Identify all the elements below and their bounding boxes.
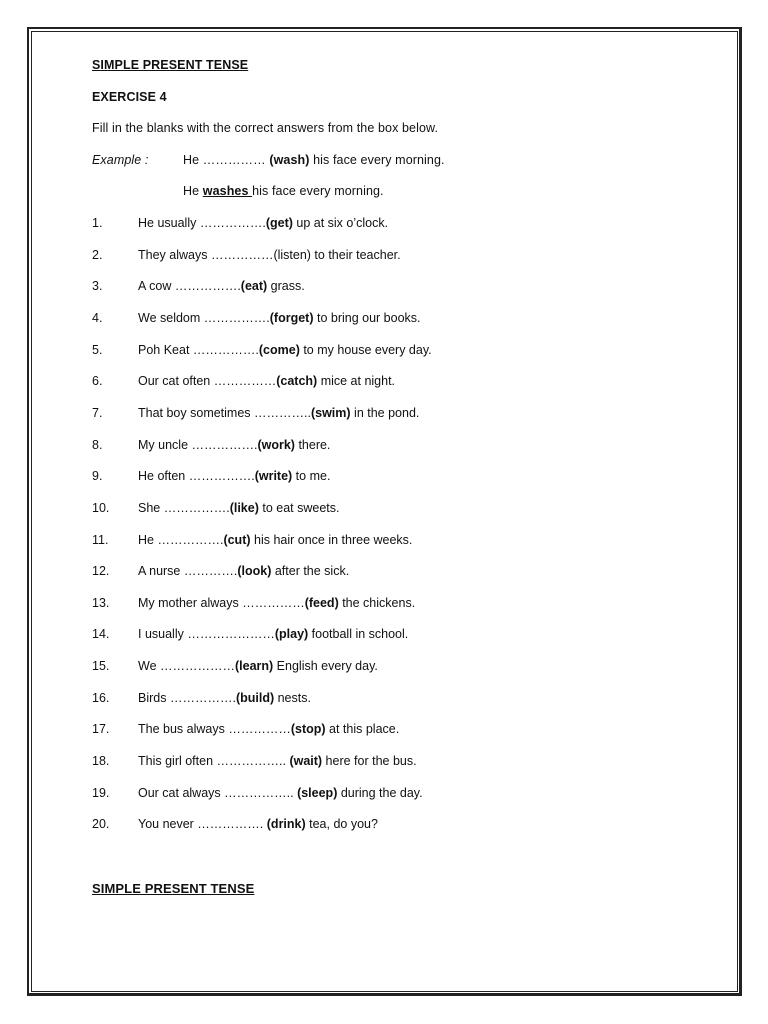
verb-hint: (stop) [290, 722, 326, 736]
sentence-end: football in school. [308, 627, 409, 641]
sentence-end: mice at night. [317, 374, 396, 388]
verb-hint: (catch) [276, 374, 318, 388]
item-number: 18. [92, 754, 110, 768]
sentence-start: A cow ……………. [138, 279, 241, 293]
example-line-2-pre: He [183, 184, 203, 198]
item-number: 16. [92, 691, 110, 705]
sentence-end: at this place. [325, 722, 400, 736]
item-sentence [138, 248, 401, 262]
sentence-end: after the sick. [271, 564, 350, 578]
verb-hint: (learn) [235, 659, 274, 673]
item-sentence [138, 564, 349, 578]
item-sentence [138, 817, 378, 831]
verb-hint: (write) [254, 469, 293, 483]
verb-hint: (build) [235, 691, 275, 705]
item-sentence [138, 596, 415, 610]
item-number: 3. [92, 279, 103, 293]
sentence-end: during the day. [337, 786, 423, 800]
example-line-1-verb: (wash) [269, 153, 310, 167]
verb-hint: (feed) [304, 596, 339, 610]
verb-hint: (wait) [289, 754, 323, 768]
item-sentence [138, 279, 305, 293]
sentence-start: My uncle ……………. [138, 438, 258, 452]
item-sentence [138, 406, 419, 420]
sentence-end: to bring our books. [313, 311, 421, 325]
sentence-end: here for the bus. [322, 754, 417, 768]
sentence-end: to my house every day. [299, 343, 432, 357]
sentence-start: We ……………… [138, 659, 235, 673]
example-line-2-post: his face every morning. [252, 184, 384, 198]
sentence-end: to me. [292, 469, 331, 483]
item-number: 13. [92, 596, 110, 610]
item-number: 6. [92, 374, 103, 388]
verb-hint: (cut) [223, 533, 251, 547]
sentence-end: his hair once in three weeks. [250, 533, 413, 547]
item-sentence [138, 501, 339, 515]
verb-hint: (like) [229, 501, 259, 515]
item-sentence [138, 659, 378, 673]
sentence-start: Poh Keat ……………. [138, 343, 259, 357]
item-sentence [138, 627, 408, 641]
item-number: 5. [92, 343, 103, 357]
sentence-start: I usually ………………… [138, 627, 275, 641]
item-number: 10. [92, 501, 110, 515]
sentence-start: Birds ……………. [138, 691, 236, 705]
sentence-end: tea, do you? [305, 817, 378, 831]
verb-hint: (look) [237, 564, 272, 578]
item-sentence [138, 533, 412, 547]
item-number: 7. [92, 406, 103, 420]
sentence-start: He ……………. [138, 533, 224, 547]
item-number: 2. [92, 248, 103, 262]
item-number: 20. [92, 817, 110, 831]
sentence-start: They always ……………(listen) to their teacher. [138, 248, 401, 262]
sentence-start: You never ……………. [138, 817, 267, 831]
example-line-2 [183, 184, 384, 198]
verb-hint: (eat) [240, 279, 268, 293]
sentence-start: The bus always …………… [138, 722, 291, 736]
sentence-start: We seldom ……………. [138, 311, 270, 325]
instruction-text: Fill in the blanks with the correct answers from the box below. [92, 121, 439, 135]
example-label: Example : [92, 153, 149, 167]
verb-hint: (get) [265, 216, 293, 230]
verb-hint: (sleep) [297, 786, 338, 800]
sentence-start: My mother always …………… [138, 596, 305, 610]
sentence-end: grass. [267, 279, 305, 293]
sentence-end: there. [294, 438, 331, 452]
item-number: 15. [92, 659, 110, 673]
sentence-end: in the pond. [350, 406, 420, 420]
verb-hint: (play) [274, 627, 309, 641]
item-number: 12. [92, 564, 110, 578]
verb-hint: (work) [257, 438, 295, 452]
item-sentence [138, 754, 417, 768]
example-answer: washes [202, 184, 253, 198]
example-line-1-pre: He …………… [183, 153, 270, 167]
exercise-heading: EXERCISE 4 [92, 90, 167, 104]
sentence-start: He usually ……………. [138, 216, 266, 230]
sentence-start: That boy sometimes ………….. [138, 406, 311, 420]
item-number: 17. [92, 722, 110, 736]
sentence-start: Our cat often …………… [138, 374, 277, 388]
item-sentence [138, 722, 399, 736]
verb-hint: (come) [258, 343, 300, 357]
footer-title: SIMPLE PRESENT TENSE [92, 881, 255, 896]
item-sentence [138, 311, 421, 325]
item-number: 9. [92, 469, 103, 483]
item-number: 4. [92, 311, 103, 325]
item-number: 19. [92, 786, 110, 800]
item-number: 11. [92, 533, 109, 547]
item-sentence [138, 786, 423, 800]
item-sentence [138, 438, 330, 452]
item-sentence [138, 374, 395, 388]
item-sentence [138, 343, 432, 357]
sentence-start: Our cat always …………….. [138, 786, 298, 800]
item-number: 1. [92, 216, 103, 230]
sentence-end: to eat sweets. [258, 501, 340, 515]
sentence-start: This girl often …………….. [138, 754, 290, 768]
sentence-start: She ……………. [138, 501, 230, 515]
sentence-end: nests. [274, 691, 311, 705]
item-sentence [138, 216, 388, 230]
sentence-end: the chickens. [338, 596, 416, 610]
item-number: 8. [92, 438, 103, 452]
example-line-1 [183, 153, 445, 167]
item-number: 14. [92, 627, 110, 641]
sentence-end: up at six o’clock. [292, 216, 389, 230]
page-title: SIMPLE PRESENT TENSE [92, 58, 249, 72]
item-sentence [138, 691, 311, 705]
sentence-start: A nurse …………. [138, 564, 238, 578]
verb-hint: (forget) [269, 311, 314, 325]
example-line-1-post: his face every morning. [309, 153, 445, 167]
verb-hint: (drink) [266, 817, 306, 831]
verb-hint: (swim) [310, 406, 351, 420]
sentence-start: He often ……………. [138, 469, 255, 483]
sentence-end: English every day. [273, 659, 378, 673]
item-sentence [138, 469, 330, 483]
